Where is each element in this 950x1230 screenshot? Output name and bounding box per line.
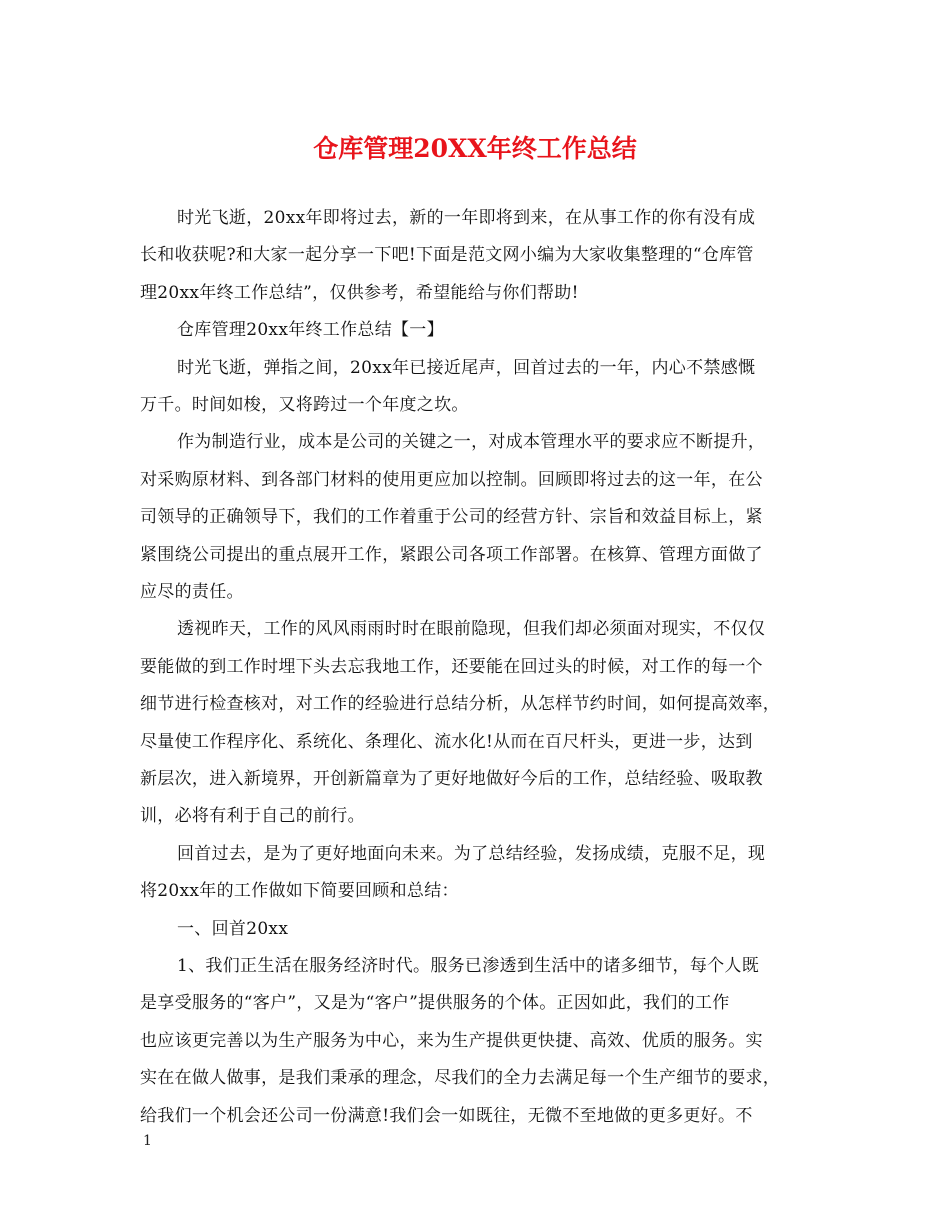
paragraph-line: 回首过去，是为了更好地面向未来。为了总结经验，发扬成绩，克服不足，现	[177, 844, 766, 864]
paragraph-line: 是享受服务的“客户”，又是为“客户”提供服务的个体。正因如此，我们的工作	[140, 993, 730, 1013]
paragraph-line: 理20xx年终工作总结”，仅供参考，希望能给与你们帮助!	[140, 283, 579, 303]
paragraph-line: 也应该更完善以为生产服务为中心，来为生产提供更快捷、高效、优质的服务。实	[140, 1031, 763, 1051]
paragraph-line: 训，必将有利于自己的前行。	[140, 806, 365, 826]
paragraph-line: 紧围绕公司提出的重点展开工作，紧跟公司各项工作部署。在核算、管理方面做了	[140, 545, 763, 565]
paragraph-line: 司领导的正确领导下，我们的工作着重于公司的经营方针、宗旨和效益目标上，紧	[140, 507, 763, 527]
section-heading: 仓库管理20xx年终工作总结【一】	[177, 320, 444, 340]
paragraph-line: 尽量使工作程序化、系统化、条理化、流水化!从而在百尺杆头，更进一步，达到	[140, 732, 753, 752]
page-number: 1	[143, 1133, 152, 1149]
paragraph-line: 应尽的责任。	[140, 582, 244, 602]
paragraph-line: 给我们一个机会还公司一份满意!我们会一如既往，无微不至地做的更多更好。不	[140, 1106, 753, 1126]
paragraph-line: 时光飞逝，弹指之间，20xx年已接近尾声，回首过去的一年，内心不禁感慨	[177, 358, 756, 378]
paragraph-line: 万千。时间如梭，又将跨过一个年度之坎。	[140, 395, 469, 415]
paragraph-line: 对采购原材料、到各部门材料的使用更应加以控制。回顾即将过去的这一年，在公	[140, 470, 763, 490]
paragraph-line: 透视昨天，工作的风风雨雨时时在眼前隐现，但我们却必须面对现实，不仅仅	[177, 619, 766, 639]
paragraph-line: 将20xx年的工作做如下简要回顾和总结：	[140, 881, 459, 901]
paragraph-line: 要能做的到工作时埋下头去忘我地工作，还要能在回过头的时候，对工作的每一个	[140, 657, 763, 677]
paragraph-line: 长和收获呢?和大家一起分享一下吧!下面是范文网小编为大家收集整理的“仓库管	[140, 245, 754, 265]
paragraph-line: 细节进行检查核对，对工作的经验进行总结分析，从怎样节约时间，如何提高效率，	[140, 694, 781, 714]
paragraph-line: 新层次，进入新境界，开创新篇章为了更好地做好今后的工作，总结经验、吸取教	[140, 769, 763, 789]
paragraph-line: 作为制造行业，成本是公司的关键之一，对成本管理水平的要求应不断提升，	[177, 432, 766, 452]
section-heading: 一、回首20xx	[177, 919, 289, 939]
document-title: 仓库管理20XX年终工作总结	[313, 134, 637, 163]
paragraph-line: 时光飞逝，20xx年即将过去，新的一年即将到来，在从事工作的你有没有成	[177, 208, 756, 228]
paragraph-line: 实在在做人做事，是我们秉承的理念，尽我们的全力去满足每一个生产细节的要求，	[140, 1068, 781, 1088]
paragraph-line: 1、我们正生活在服务经济时代。服务已渗透到生活中的诸多细节，每个人既	[177, 956, 760, 976]
